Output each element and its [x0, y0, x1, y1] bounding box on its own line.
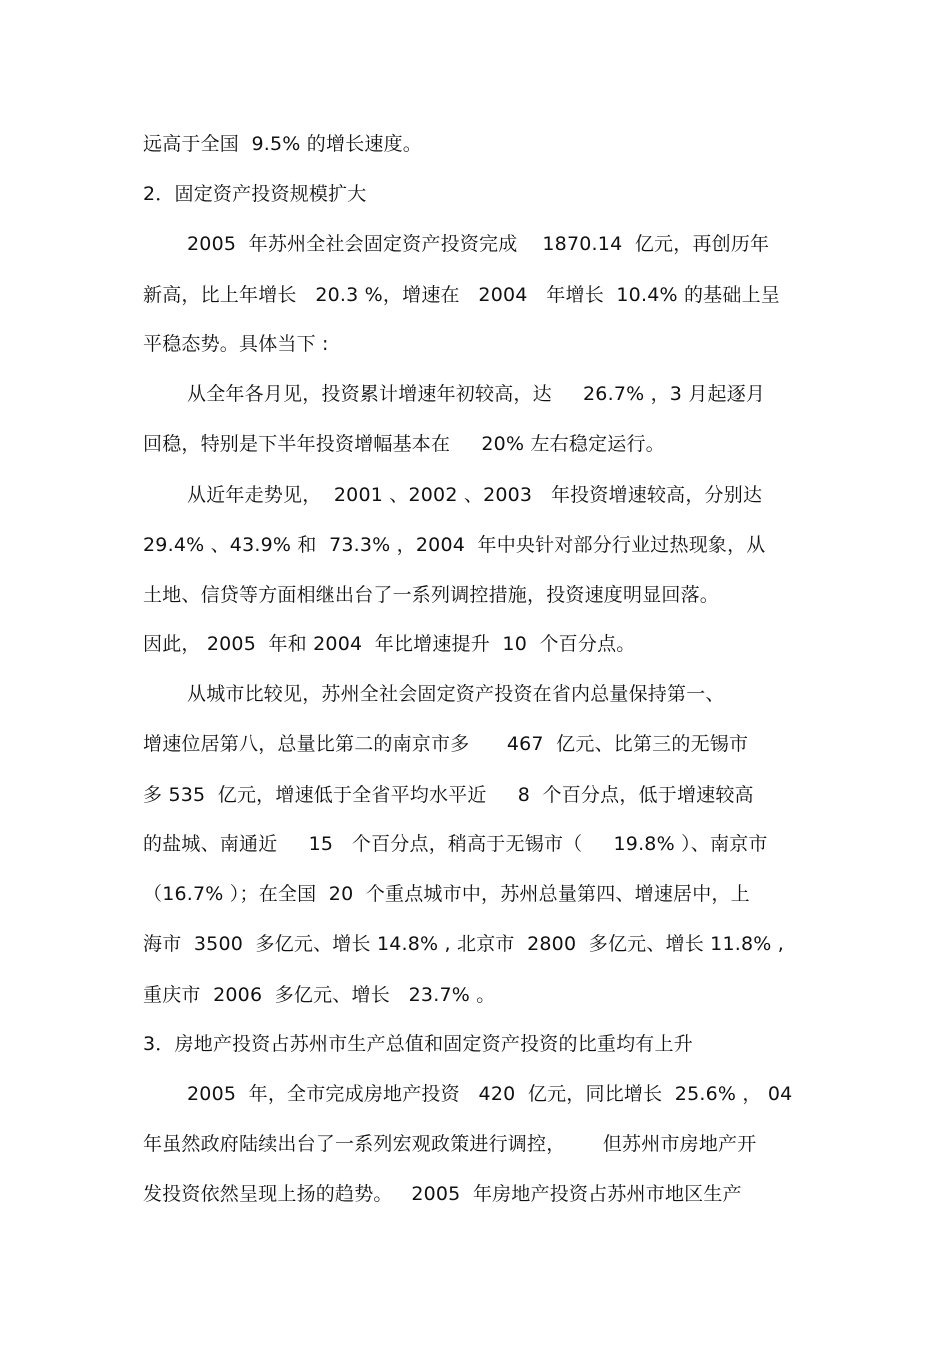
paragraph-line: （16.7% ）；在全国 20 个重点城市中，苏州总量第四、增速居中，上: [143, 883, 750, 905]
paragraph-line: 从近年走势见， 2001 、2002 、2003 年投资增速较高，分别达: [187, 484, 763, 506]
paragraph-line: 从全年各月见，投资累计增速年初较高，达 26.7% ，3 月起逐月: [187, 383, 766, 405]
paragraph-line: 远高于全国 9.5% 的增长速度。: [143, 133, 422, 155]
paragraph-line: 回稳，特别是下半年投资增幅基本在 20% 左右稳定运行。: [143, 433, 665, 455]
paragraph-line: 29.4% 、43.9% 和 73.3% ，2004 年中央针对部分行业过热现象，从: [143, 534, 766, 556]
paragraph-line: 2005 年苏州全社会固定资产投资完成 1870.14 亿元，再创历年: [187, 233, 770, 255]
section-heading: 3．房地产投资占苏州市生产总值和固定资产投资的比重均有上升: [143, 1033, 693, 1055]
paragraph-line: 海市 3500 多亿元、增长 14.8% , 北京市 2800 多亿元、增长 11.8% ,: [143, 933, 785, 955]
paragraph-line: 重庆市 2006 多亿元、增长 23.7% 。: [143, 984, 496, 1006]
section-heading: 2．固定资产投资规模扩大: [143, 183, 367, 205]
paragraph-line: 发投资依然呈现上扬的趋势。 2005 年房地产投资占苏州市地区生产: [143, 1183, 742, 1205]
paragraph-line: 增速位居第八，总量比第二的南京市多 467 亿元、比第三的无锡市: [143, 733, 749, 755]
paragraph-line: 2005 年，全市完成房地产投资 420 亿元，同比增长 25.6% ， 04: [187, 1083, 793, 1105]
paragraph-line: 平稳态势。具体当下 :: [143, 333, 329, 355]
paragraph-line: 的盐城、南通近 15 个百分点，稍高于无锡市（ 19.8% ）、南京市: [143, 833, 768, 855]
paragraph-line: 土地、信贷等方面相继出台了一系列调控措施，投资速度明显回落。: [143, 584, 720, 606]
paragraph-line: 年虽然政府陆续出台了一系列宏观政策进行调控， 但苏州市房地产开: [143, 1133, 757, 1155]
paragraph-line: 新高，比上年增长 20.3 %，增速在 2004 年增长 10.4% 的基础上呈: [143, 284, 780, 306]
paragraph-line: 因此， 2005 年和 2004 年比增速提升 10 个百分点。: [143, 633, 636, 655]
paragraph-line: 从城市比较见，苏州全社会固定资产投资在省内总量保持第一、: [187, 683, 725, 705]
paragraph-line: 多 535 亿元，增速低于全省平均水平近 8 个百分点，低于增速较高: [143, 784, 754, 806]
